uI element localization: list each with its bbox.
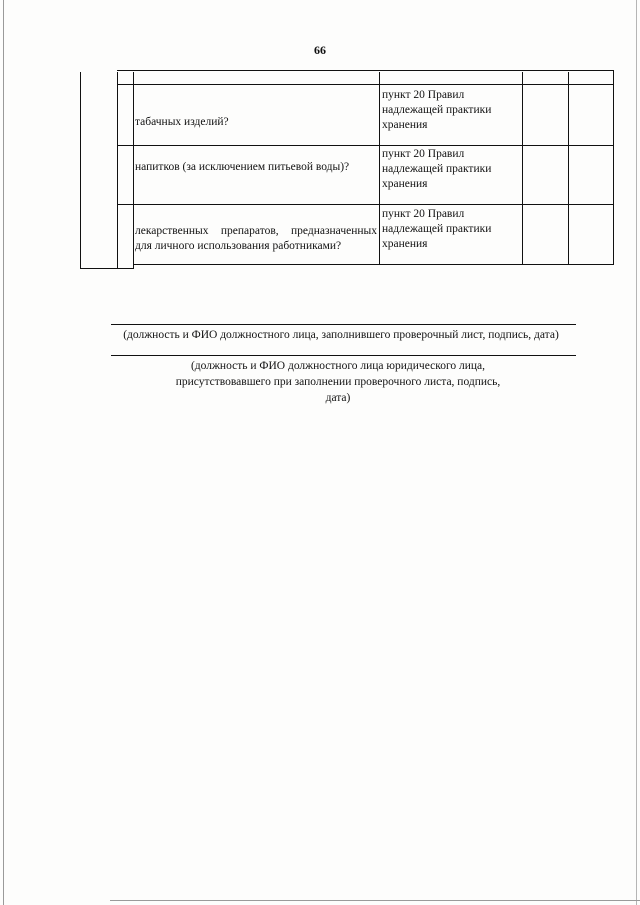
page-number: 66 <box>314 43 326 57</box>
inspector-signature-caption: (должность и ФИО должностного лица, заполнившего проверочный лист, подпись, дата) <box>123 329 559 341</box>
table-border-outer-bottom <box>80 268 134 269</box>
table-row-reference: пункт 20 Правил надлежащей практики хранения <box>382 89 492 131</box>
table-border-inner-left <box>117 72 118 269</box>
table-border-question-left <box>133 72 134 269</box>
table-border-yes-right <box>568 72 569 265</box>
table-row-question: табачных изделий? <box>135 116 229 128</box>
table-row-question: лекарственных препаратов, предназначенных для личного использования работниками? <box>135 225 377 252</box>
table-border-top <box>117 70 614 71</box>
table-row-reference: пункт 20 Правил надлежащей практики хранения <box>382 148 492 190</box>
table-border-reference-right <box>522 72 523 265</box>
table-border-header-bottom <box>117 84 614 85</box>
page-edge-left <box>3 0 4 905</box>
table-row-question: напитков (за исключением питьевой воды)? <box>135 161 350 173</box>
legal-entity-signature-caption: (должность и ФИО должностного лица юридического лица, присутствовавшего при заполнении проверочного листа, подпись, дата) <box>175 360 501 404</box>
table-border-row2-bottom <box>117 204 614 205</box>
inspector-signature-line <box>111 324 576 325</box>
page-edge-bottom <box>110 900 640 901</box>
table-border-question-right <box>379 72 380 265</box>
table-border-row1-bottom <box>117 145 614 146</box>
table-row-reference: пункт 20 Правил надлежащей практики хранения <box>382 208 492 250</box>
table-border-row3-bottom <box>133 264 614 265</box>
table-border-right <box>613 70 614 265</box>
table-border-left <box>80 72 81 269</box>
page-edge-right <box>636 0 637 905</box>
legal-entity-signature-line <box>111 355 576 356</box>
